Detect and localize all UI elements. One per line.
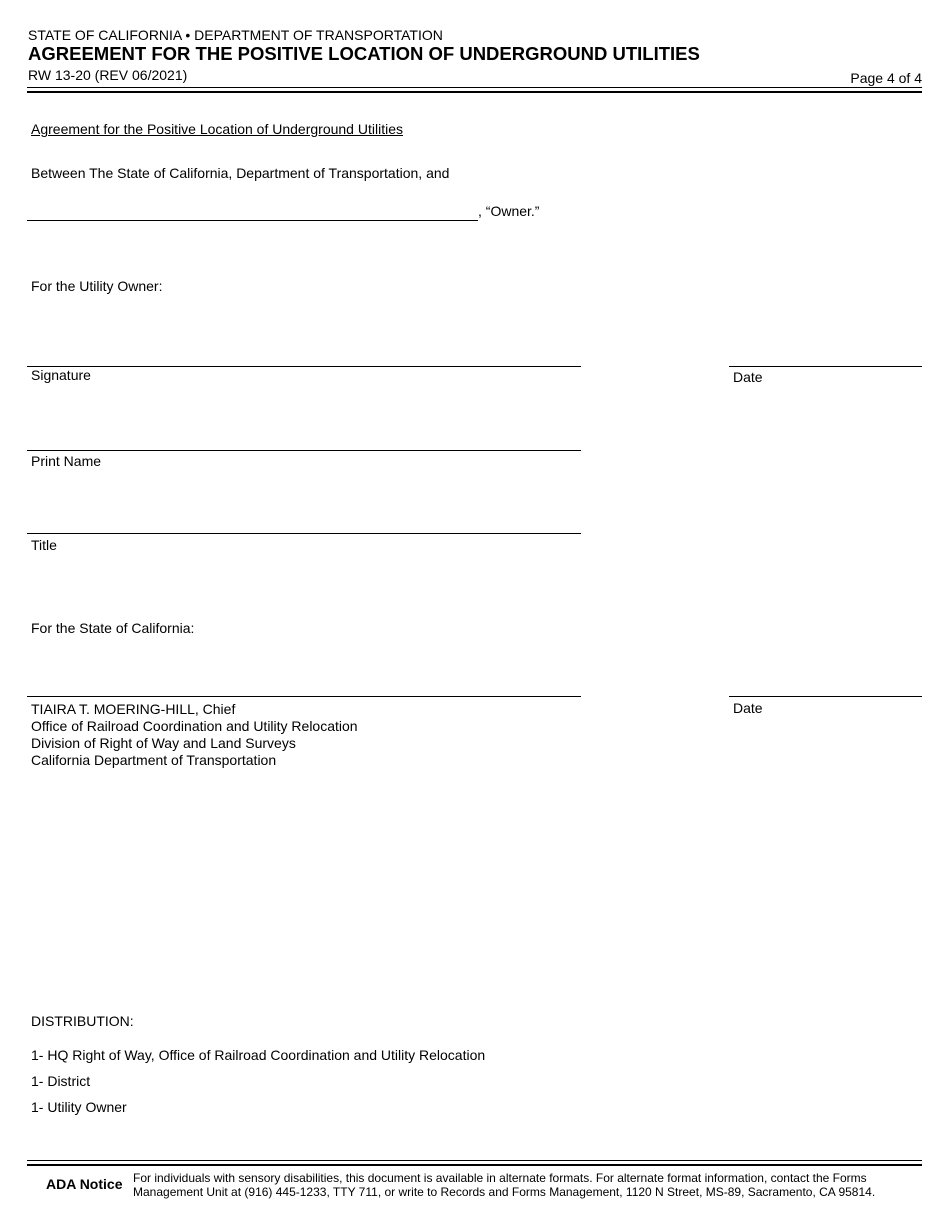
form-number: RW 13-20 (REV 06/2021) (28, 67, 188, 83)
distribution-item: 1- HQ Right of Way, Office of Railroad Coordination and Utility Relocation (31, 1047, 486, 1063)
signer-name: TIAIRA T. MOERING-HILL, Chief (31, 701, 236, 717)
header-rule (27, 87, 922, 93)
title-label: Title (31, 537, 57, 553)
agency-line: STATE OF CALIFORNIA • DEPARTMENT OF TRANSPORTATION (28, 27, 443, 43)
between-text: Between The State of California, Department of Transportation, and (31, 165, 450, 181)
state-date-label: Date (733, 700, 763, 716)
owner-suffix: , “Owner.” (478, 203, 540, 219)
signer-division: Division of Right of Way and Land Surveys (31, 735, 296, 751)
state-signer-block (31, 701, 358, 769)
utility-owner-label: For the Utility Owner: (31, 278, 163, 294)
state-label: For the State of California: (31, 620, 195, 636)
ada-notice-line-2: Management Unit at (916) 445-1233, TTY 711, or write to Records and Forms Management, 1120 N Street, MS-89, Sacramento, CA 95814. (133, 1185, 876, 1199)
ada-notice-text (133, 1171, 875, 1199)
ada-notice-line-1: For individuals with sensory disabilities, this document is available in alternate formats. For alternate format information, contact the Forms (133, 1171, 867, 1185)
form-title: AGREEMENT FOR THE POSITIVE LOCATION OF UNDERGROUND UTILITIES (28, 43, 700, 64)
owner-signature-line[interactable] (27, 366, 581, 367)
ada-notice-label: ADA Notice (46, 1176, 123, 1192)
agreement-heading: Agreement for the Positive Location of Underground Utilities (31, 121, 403, 137)
owner-date-label: Date (733, 369, 763, 385)
title-line[interactable] (27, 533, 581, 534)
owner-date-line[interactable] (729, 366, 922, 367)
signature-label: Signature (31, 367, 91, 383)
print-name-label: Print Name (31, 453, 102, 469)
signer-department: California Department of Transportation (31, 752, 277, 768)
distribution-label: DISTRIBUTION: (31, 1013, 134, 1029)
owner-name-field[interactable] (27, 200, 478, 221)
page-number: Page 4 of 4 (850, 70, 922, 86)
state-date-line[interactable] (729, 696, 922, 697)
distribution-item: 1- Utility Owner (31, 1099, 127, 1115)
signer-office: Office of Railroad Coordination and Utility Relocation (31, 718, 358, 734)
state-signature-line[interactable] (27, 696, 581, 697)
footer-rule (27, 1160, 922, 1166)
print-name-line[interactable] (27, 450, 581, 451)
distribution-item: 1- District (31, 1073, 91, 1089)
